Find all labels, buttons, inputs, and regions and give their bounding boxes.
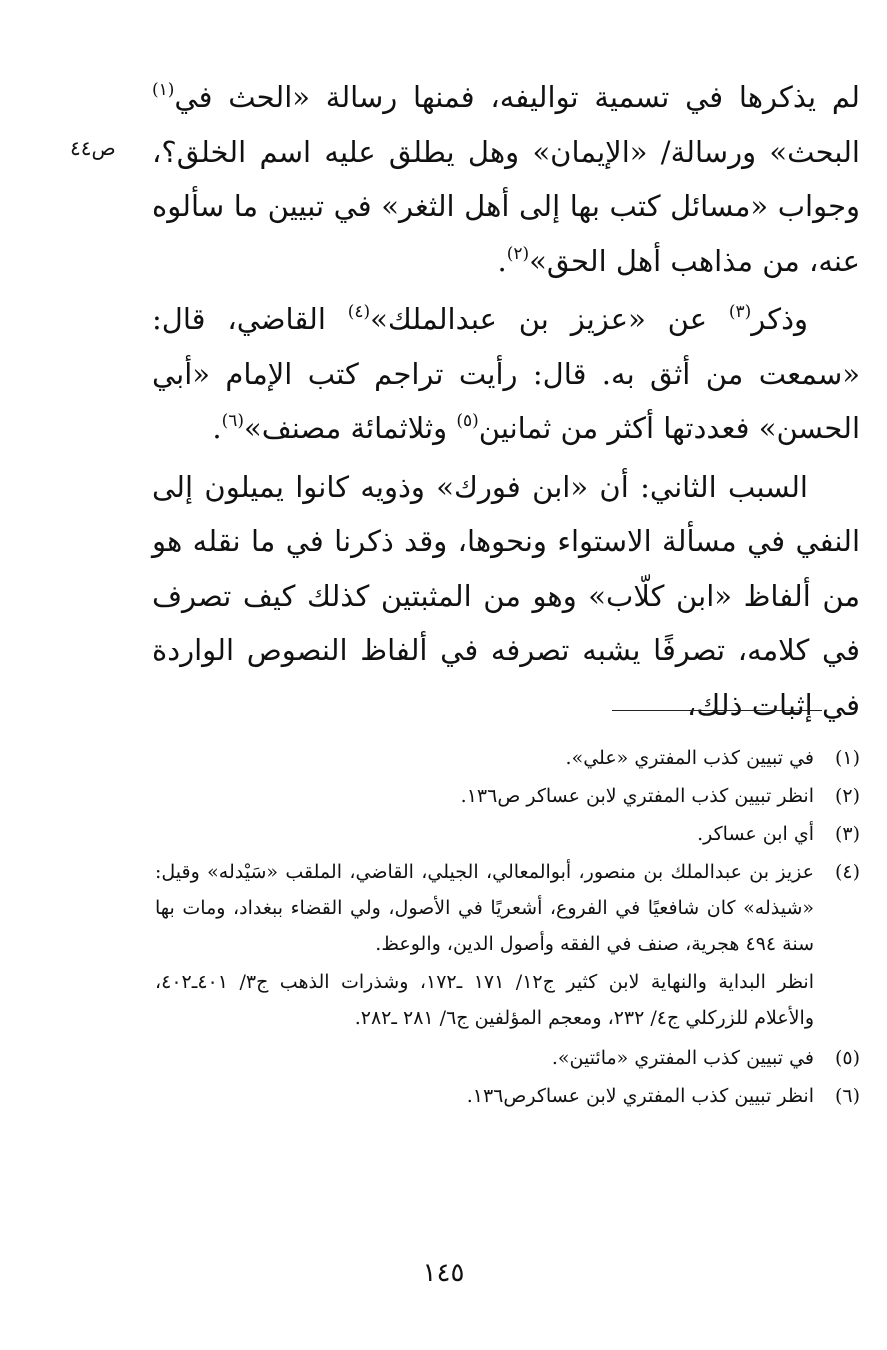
footnote-text: انظر تبيين كذب المفتري لابن عساكرص١٣٦.: [466, 1085, 814, 1107]
paragraph-1: [152, 70, 860, 288]
footnote-sources: انظر البداية والنهاية لابن كثير ج١٢/ ١٧١ ـ١٧٢، وشذرات الذهب ج٣/ ٤٠١ـ٤٠٢، والأعلام للزركلي ج٤/ ٢٣٢، ومعجم المؤلفين ج٦/ ٢٨١ ـ٢٨٢.: [155, 971, 814, 1029]
footnote-4: [155, 854, 860, 1038]
paragraph-2: [152, 292, 860, 456]
footnote-number: (٥): [834, 1047, 860, 1069]
footnote-text: انظر تبيين كذب المفتري لابن عساكر ص١٣٦.: [460, 785, 814, 807]
footnote-text: في تبيين كذب المفتري «علي».: [565, 747, 814, 769]
footnote-text: أي ابن عساكر.: [697, 823, 814, 845]
footnote-text: في تبيين كذب المفتري «مائتين».: [551, 1047, 814, 1069]
footnote-6: [155, 1078, 860, 1114]
footnote-number: (١): [834, 747, 860, 769]
paragraph-2-part-c: القاضي، قال: «سمعت من أثق به. قال: رأيت تراجم كتب الإمام «أبي الحسن» فعددتها أكثر من ثمانين: [152, 302, 860, 445]
footnote-ref-1: (١): [152, 80, 175, 100]
paragraph-1-part-a: لم يذكرها في تسمية تواليفه، فمنها رسالة «الحث في: [174, 80, 860, 114]
paragraph-2-part-e: .: [212, 411, 222, 445]
footnote-number: (٤): [834, 861, 860, 883]
footnote-ref-6: (٦): [221, 411, 245, 431]
paragraph-2-part-b: عن «عزيز بن عبدالملك»: [370, 302, 729, 336]
footnote-1: [155, 740, 860, 776]
footnote-ref-5: (٥): [456, 411, 479, 431]
paragraph-1-part-b: البحث» ورسالة/ «الإيمان» وهل يطلق عليه اسم الخلق؟، وجواب «مسائل كتب بها إلى أهل الثغر» في تبيين ما سألوه عنه، من مذاهب أهل الحق»: [152, 134, 860, 278]
page-number: ١٤٥: [422, 1258, 465, 1288]
footnote-text-block: [155, 854, 814, 1038]
footnote-ref-3: (٣): [728, 302, 752, 322]
footnote-3: [155, 816, 860, 852]
footnote-2: [155, 778, 860, 814]
paragraph-2-part-d: وثلاثمائة مصنف»: [244, 411, 457, 445]
paragraph-2-part-a: وذكر: [751, 302, 808, 336]
footnote-number: (٢): [834, 785, 860, 807]
footnote-5: [155, 1040, 860, 1076]
main-body-text: [152, 70, 860, 736]
paragraph-3: السبب الثاني: أن «ابن فورك» وذويه كانوا يميلون إلى النفي في مسألة الاستواء ونحوها، وقد ذكرنا في ما نقله هو من ألفاظ «ابن كلّاب» وهو من المثبتين كذلك كيف تصرف في كلامه، تصرفًا يشبه تصرفه في ألفاظ النصوص الواردة في إثبات ذلك،: [152, 469, 860, 722]
footnote-number: (٣): [834, 823, 860, 845]
footnote-text: عزيز بن عبدالملك بن منصور، أبوالمعالي، الجيلي، القاضي، الملقب «سَيْدله» وقيل: «شيذله» كان شافعيًا في الفروع، أشعريًا في الأصول، ولي القضاء ببغداد، ومات بها سنة ٤٩٤ هجرية، صنف في الفقه وأصول الدين، والوعظ.: [155, 861, 814, 955]
paragraph-1-part-c: .: [497, 243, 507, 278]
footnote-ref-2: (٢): [506, 243, 530, 264]
footnote-ref-4: (٤): [347, 302, 371, 322]
footnote-number: (٦): [834, 1085, 860, 1107]
margin-page-reference: ص٤٤: [70, 136, 116, 160]
footnote-separator: [612, 710, 822, 711]
footnotes: [155, 740, 860, 1116]
